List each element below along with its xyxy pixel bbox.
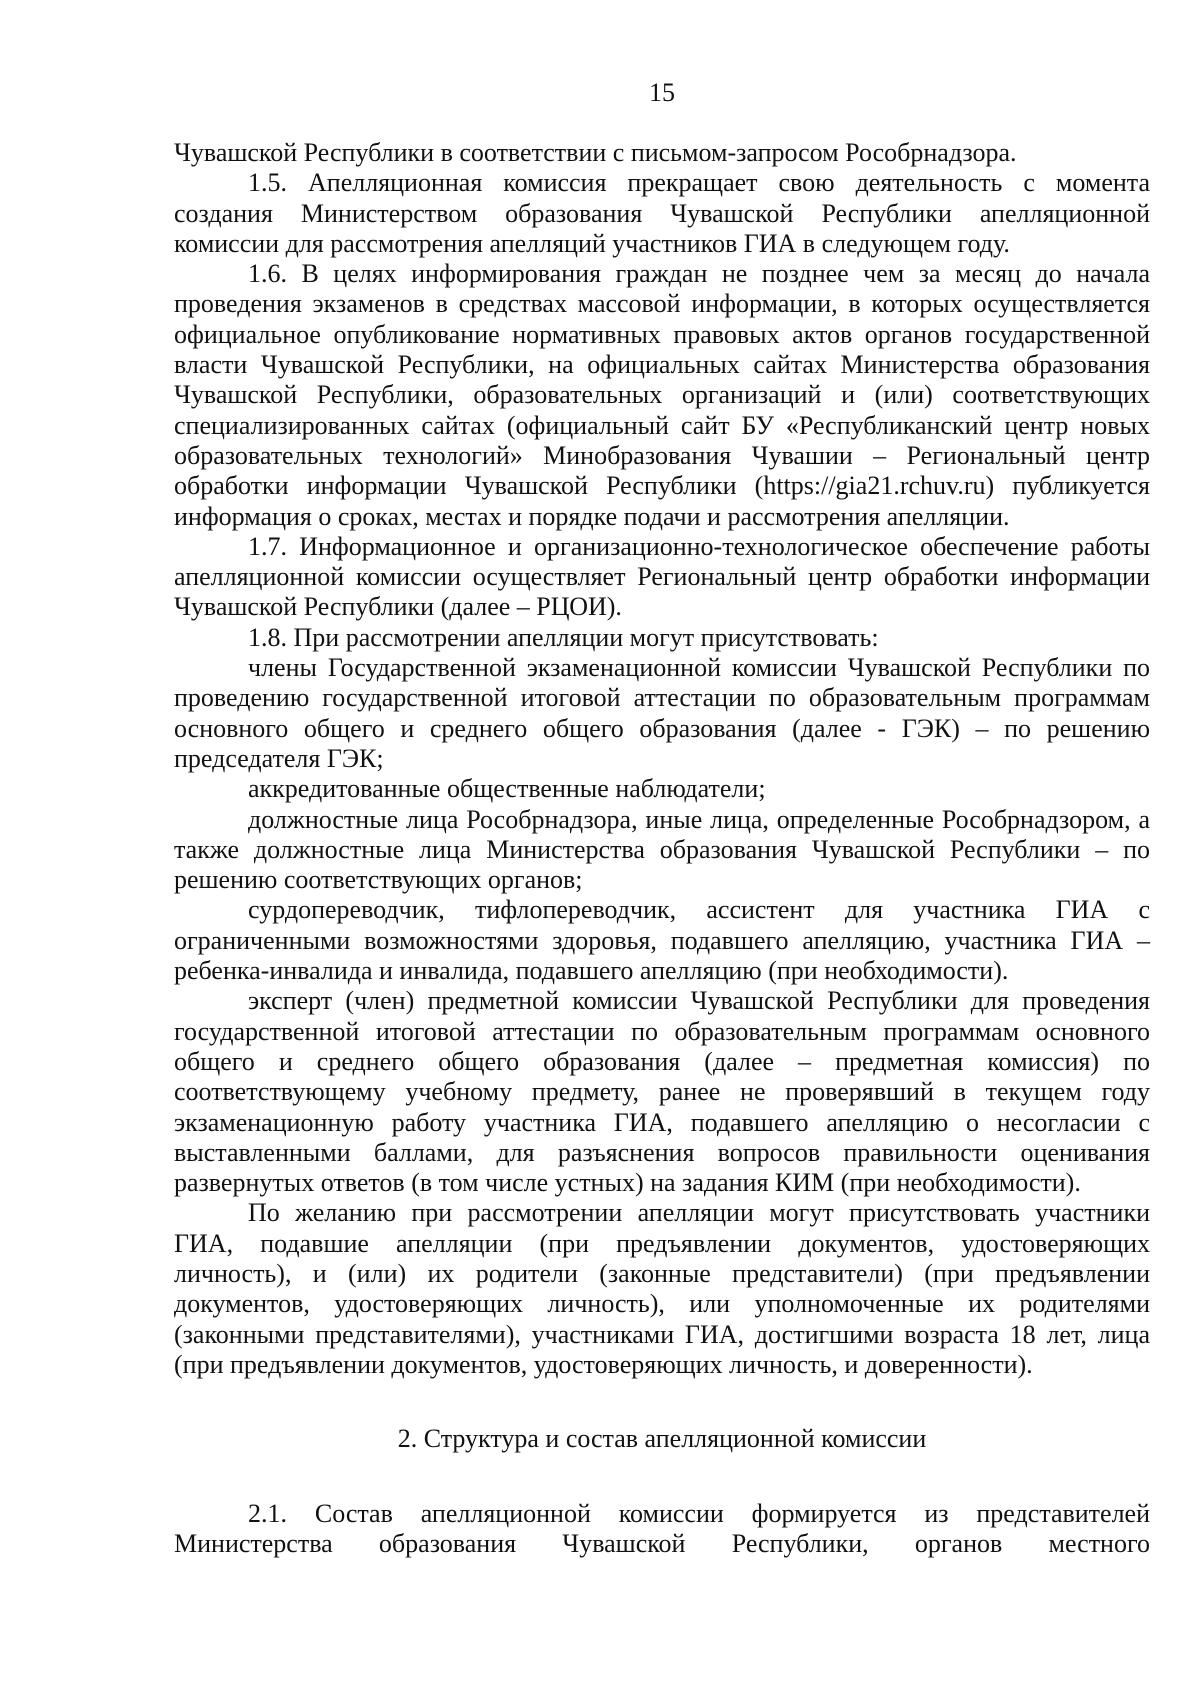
list-item-officials: должностные лица Рособрнадзора, иные лица, определенные Рособрнадзором, а также должностные лица Министерства образования Чувашской Республики – по решению соответствующих органов; — [174, 804, 1150, 895]
document-page — [174, 78, 1150, 1560]
paragraph-1-8: 1.8. При рассмотрении апелляции могут присутствовать: — [248, 622, 879, 652]
paragraph-1-7: 1.7. Информационное и организационно-технологическое обеспечение работы апелляционной комиссии осуществляет Региональный центр обработки информации Чувашской Республики (далее – РЦОИ). — [174, 531, 1150, 622]
paragraph-1-5: 1.5. Апелляционная комиссия прекращает свою деятельность с момента создания Министерством образования Чувашской Республики апелляционной комиссии для рассмотрения апелляций участников ГИА в следующем году. — [174, 168, 1150, 258]
list-item-gek-members: члены Государственной экзаменационной комиссии Чувашской Республики по проведению государственной итоговой аттестации по образовательным программам основного общего и среднего общего образования (далее - ГЭК) – по решению председателя ГЭК; — [174, 653, 1150, 773]
paragraph-2-1: 2.1. Состав апелляционной комиссии формируется из представителей Министерства образования Чувашской Республики, органов местного — [174, 1499, 1150, 1559]
paragraph-1-6: 1.6. В целях информирования граждан не позднее чем за месяц до начала проведения экзаменов в средствах массовой информации, в которых осуществляется официальное опубликование нормативных правовых актов органов государственной власти Чувашской Республики, на официальных сайтах Министерства образования Чувашской Республики, образовательных организаций и (или) соответствующих специализированных сайтах (официальный сайт БУ «Республиканский центр новых образовательных технологий» Минобразования Чувашии – Региональный центр обработки информации Чувашской Республики (https://gia21.rchuv.ru) публикуется информация о сроках, местах и порядке подачи и рассмотрения апелляции. — [174, 259, 1150, 531]
list-item-observers: аккредитованные общественные наблюдатели; — [248, 774, 766, 804]
page-number: 15 — [649, 78, 675, 107]
paragraph-participants-presence: По желанию при рассмотрении апелляции могут присутствовать участники ГИА, подавшие апелляции (при предъявлении документов, удостоверяющих личность), и (или) их родители (законные представители) (при предъявлении документов, удостоверяющих личность), или уполномоченные их родителями (законными представителями), участниками ГИА, достигшими возраста 18 лет, лица (при предъявлении документов, удостоверяющих личность, и доверенности). — [174, 1198, 1150, 1379]
list-item-expert: эксперт (член) предметной комиссии Чувашской Республики для проведения государственной итоговой аттестации по образовательным программам основного общего и среднего общего образования (далее – предметная комиссия) по соответствующему учебному предмету, ранее не проверявший в текущем году экзаменационную работу участника ГИА, подавшего апелляцию о несогласии с выставленными баллами, для разъяснения вопросов правильности оценивания развернутых ответов (в том числе устных) на задания КИМ (при необходимости). — [174, 986, 1150, 1198]
list-item-interpreters: сурдопереводчик, тифлопереводчик, ассистент для участника ГИА с ограниченными возможностями здоровья, подавшего апелляцию, участника ГИА – ребенка-инвалида и инвалида, подавшего апелляцию (при необходимости). — [174, 895, 1150, 986]
section-heading: 2. Структура и состав апелляционной комиссии — [397, 1424, 927, 1454]
paragraph-continuation: Чувашской Республики в соответствии с письмом-запросом Рособрнадзора. — [174, 138, 1017, 167]
